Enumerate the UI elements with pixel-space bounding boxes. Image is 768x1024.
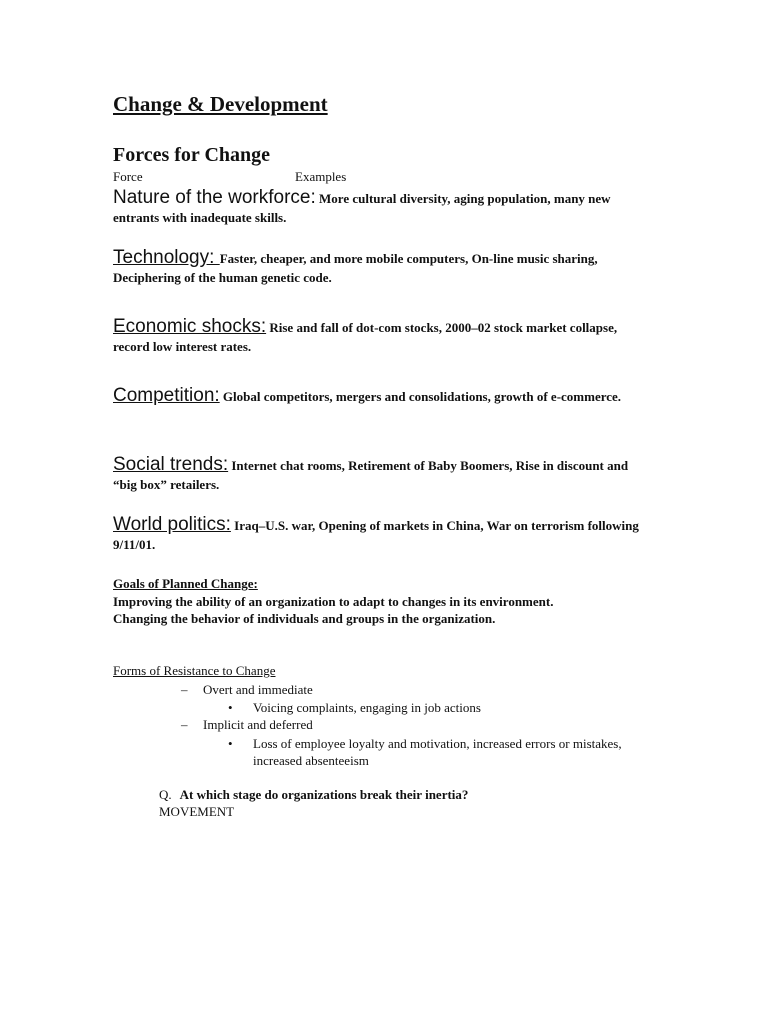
- question: [159, 787, 468, 803]
- force-examples: More cultural diversity, aging population, many new entrants with inadequate skills.: [113, 191, 611, 225]
- resistance-heading: Forms of Resistance to Change: [113, 663, 276, 678]
- force-examples: Rise and fall of dot-com stocks, 2000–02 stock market collapse, record low interest rates.: [113, 320, 618, 354]
- force-name: Economic shocks:: [113, 316, 267, 337]
- bullet-marker: •: [228, 736, 233, 751]
- force-item: [113, 515, 643, 554]
- dash-marker: –: [181, 717, 188, 732]
- resistance-subitem: [228, 699, 533, 716]
- force-item: [113, 188, 643, 227]
- question-prefix: Q.: [159, 787, 172, 802]
- goal-line: Changing the behavior of individuals and groups in the organization.: [113, 611, 496, 626]
- resistance-label: Overt and immediate: [203, 682, 313, 697]
- force-examples: Iraq–U.S. war, Opening of markets in China, War on terrorism following 9/11/01.: [113, 518, 639, 552]
- force-item: [113, 317, 643, 356]
- goals-list: [113, 593, 553, 627]
- dash-marker: –: [181, 682, 188, 697]
- goal-line: Improving the ability of an organization to adapt to changes in its environment.: [113, 594, 554, 609]
- resistance-label: Implicit and deferred: [203, 717, 313, 732]
- force-examples: Faster, cheaper, and more mobile computers, On-line music sharing, Deciphering of the human genetic code.: [113, 251, 598, 285]
- bullet-marker: •: [228, 700, 233, 715]
- force-item: [113, 248, 643, 287]
- force-name: Nature of the workforce:: [113, 187, 316, 208]
- force-examples: Global competitors, mergers and consolidations, growth of e-commerce.: [222, 389, 622, 404]
- force-item: [113, 455, 643, 494]
- forces-heading: Forces for Change: [113, 144, 271, 166]
- resistance-item: [181, 682, 313, 698]
- force-name: Social trends:: [113, 454, 229, 475]
- resistance-detail: Loss of employee loyalty and motivation, increased errors or mistakes, increased absenteeism: [253, 736, 622, 768]
- question-text: At which stage do organizations break their inertia?: [179, 787, 469, 802]
- answer: MOVEMENT: [159, 804, 235, 819]
- resistance-item: [181, 717, 313, 733]
- force-name: Competition:: [113, 385, 220, 406]
- goals-heading: Goals of Planned Change:: [113, 576, 258, 591]
- resistance-subitem: [228, 735, 623, 769]
- force-name: World politics:: [113, 514, 231, 535]
- column-header-force: Force: [113, 169, 143, 184]
- resistance-detail: Voicing complaints, engaging in job actions: [253, 700, 481, 715]
- column-header-examples: Examples: [295, 169, 347, 184]
- document-title: Change & Development: [113, 92, 328, 116]
- force-examples: Internet chat rooms, Retirement of Baby Boomers, Rise in discount and “big box” retailers.: [113, 458, 629, 492]
- force-name: Technology:: [113, 247, 220, 268]
- force-item: [113, 386, 643, 406]
